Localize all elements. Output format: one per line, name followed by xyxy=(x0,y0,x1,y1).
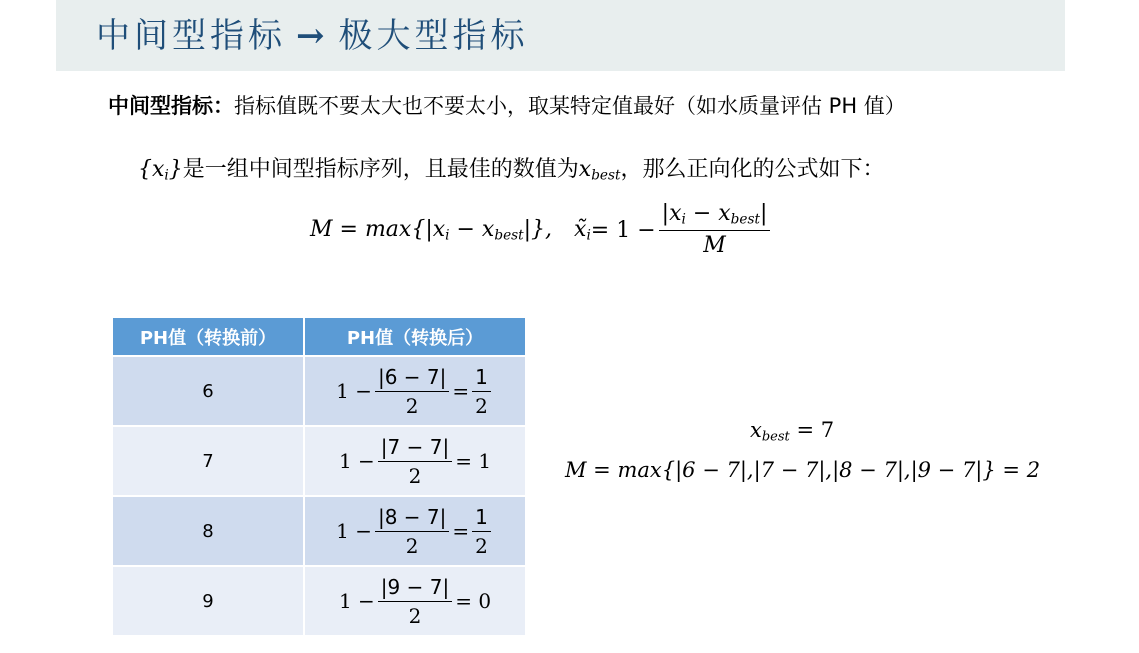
header-after: PH值（转换后） xyxy=(304,318,526,356)
table-row xyxy=(113,496,526,566)
after-formula: 1 − $\frac{|6 - 7|}{2}$ = $\frac{1}{2}$ xyxy=(304,356,526,426)
m-definition: $M = \max\{|x_i - x_{best}|\}$, xyxy=(310,216,553,244)
formula-denominator: M xyxy=(703,233,726,259)
definition-term: 中间型指标： xyxy=(108,94,234,118)
sequence-line xyxy=(138,152,884,183)
table-row xyxy=(113,426,526,496)
before-value: 9 xyxy=(113,566,304,635)
title-left: 中间型指标 xyxy=(96,16,286,56)
title-bar xyxy=(56,0,1065,71)
x-tilde: $x̃_i$ xyxy=(574,216,591,244)
after-formula: 1 − $\frac{|7 - 7|}{2}$ = 1 xyxy=(304,426,526,496)
normalization-formula xyxy=(310,200,773,260)
m-value: M = max{|6 − 7|,|7 − 7|,|8 − 7|,|9 − 7|} = 2 xyxy=(565,458,1041,482)
formula-numerator: $|x_i - x_{best}|$ xyxy=(659,202,771,231)
after-formula: 1 − $\frac{|9 - 7|}{2}$ = 0 xyxy=(304,566,526,635)
sequence-text1: 是一组中间型指标序列，且最佳的数值为 xyxy=(182,157,579,182)
xbest-value: $x_{best} = 7$ xyxy=(750,418,835,445)
sequence-text2: ，那么正向化的公式如下： xyxy=(620,157,885,182)
sequence-set: $\{x_i\}$ xyxy=(138,157,183,184)
xbest-symbol: $x_{best}$ xyxy=(578,157,621,184)
before-value: 7 xyxy=(113,426,304,496)
table-row xyxy=(113,356,526,426)
after-formula: 1 − $\frac{|8 - 7|}{2}$ = $\frac{1}{2}$ xyxy=(304,496,526,566)
definition-text: 指标值既不要太大也不要太小，取某特定值最好（如水质量评估 PH 值） xyxy=(234,94,906,118)
arrow-icon: → xyxy=(296,16,329,56)
before-value: 8 xyxy=(113,496,304,566)
title-right: 极大型指标 xyxy=(338,16,529,56)
formula-fraction xyxy=(659,202,771,259)
definition-line xyxy=(108,90,906,120)
table-row xyxy=(113,566,526,635)
header-before: PH值（转换前） xyxy=(113,318,304,356)
equals-one-minus: = 1 − xyxy=(590,217,656,243)
page-title xyxy=(96,8,529,57)
ph-table xyxy=(113,318,527,635)
table-header-row xyxy=(113,318,526,356)
before-value: 6 xyxy=(113,356,304,426)
